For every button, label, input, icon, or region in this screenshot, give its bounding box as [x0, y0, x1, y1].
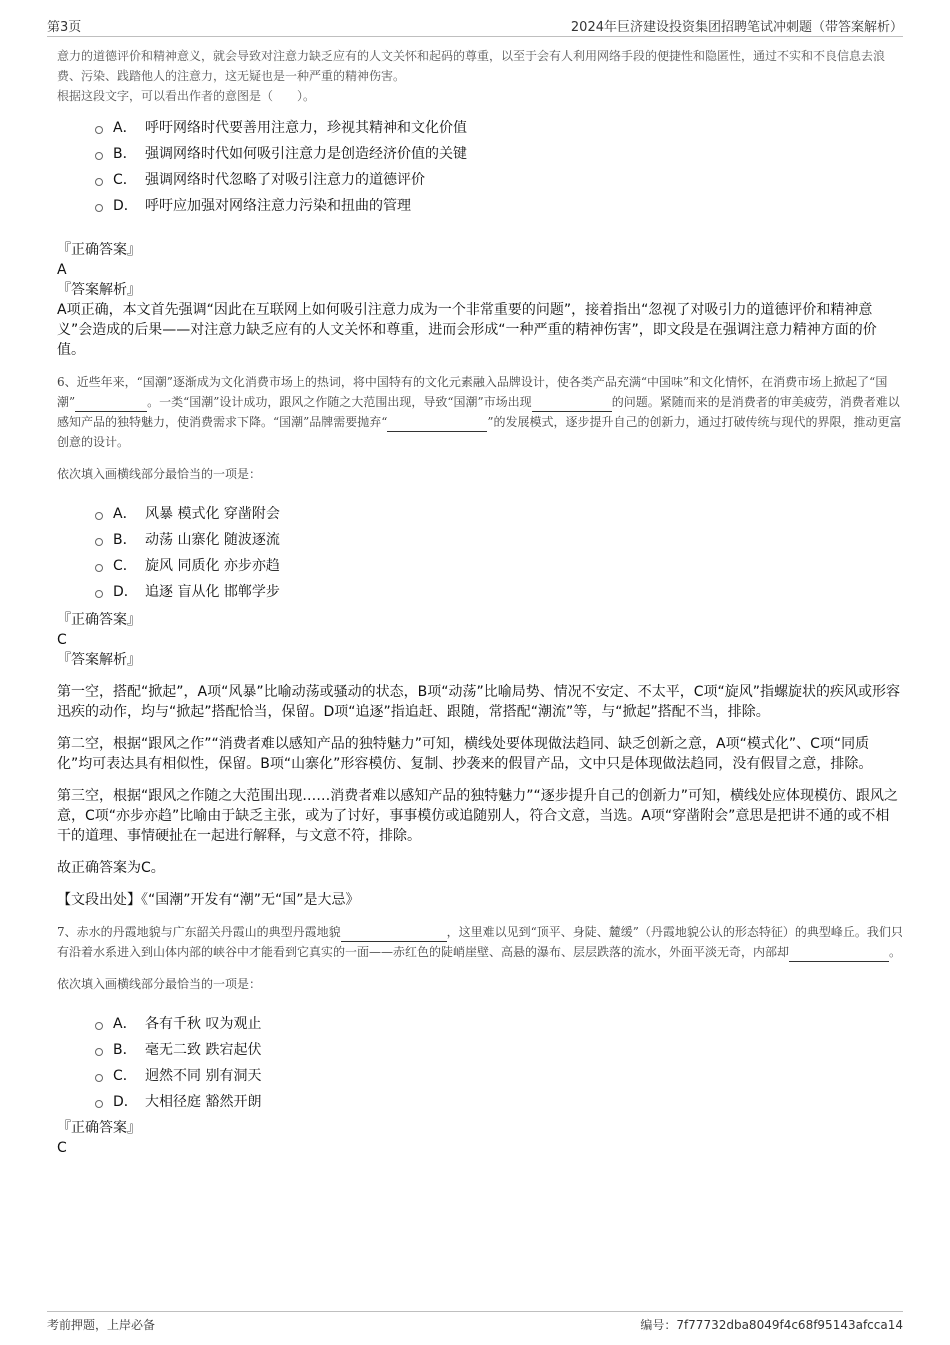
q7-answer: C [57, 1140, 67, 1156]
q7-option-c[interactable]: C． 迥然不同 别有洞天 [95, 1062, 903, 1088]
q5-option-b[interactable]: B． 强调网络时代如何吸引注意力是创造经济价值的关键 [95, 140, 903, 166]
document-body [57, 46, 903, 1158]
q5-option-d[interactable]: D． 呼吁应加强对网络注意力污染和扭曲的管理 [95, 192, 903, 218]
q6-option-b[interactable]: B． 动荡 山寨化 随波逐流 [95, 526, 903, 552]
radio-icon[interactable] [95, 590, 103, 598]
q6-conclusion: 故正确答案为C。 [57, 860, 165, 876]
q6-option-c[interactable]: C． 旋风 同质化 亦步亦趋 [95, 552, 903, 578]
question-6 [57, 372, 903, 910]
radio-icon[interactable] [95, 1074, 103, 1082]
footer-code: 编号：7f77732dba8049f4c68f95143afcca14 [640, 1318, 903, 1332]
q6-source: 【文段出处】《“国潮”开发有“潮”无“国”是大忌》 [57, 892, 360, 908]
page-number: 第3页 [47, 20, 82, 35]
q6-analysis-3: 第三空，根据“跟风之作随之大范围出现……消费者难以感知产品的独特魅力”“逐步提升自己的创新力”可知，横线处应体现模仿、跟风之意，C项“亦步亦趋”比喻由于缺乏主张，或为了讨好，事事模仿或追随别人，符合文意，当选。A项“穿凿附会”意思是把讲不通的或不相干的道理、事情硬扯在一起进行解释，与文意不符，排除。 [57, 788, 899, 844]
q5-question: 根据这段文字，可以看出作者的意图是（ ）。 [57, 89, 316, 103]
radio-icon[interactable] [95, 152, 103, 160]
page-header [47, 14, 903, 37]
q6-analysis-1: 第一空，搭配“掀起”，A项“风暴”比喻动荡或骚动的状态，B项“动荡”比喻局势、情况不安定、不太平，C项“旋风”指螺旋状的疾风或形容迅疾的动作，均与“掀起”搭配恰当，保留。D项“追逐”指追赶、跟随，常搭配“潮流”等，与“掀起”搭配不当，排除。 [57, 684, 900, 720]
q6-option-d[interactable]: D． 追逐 盲从化 邯郸学步 [95, 578, 903, 604]
q7-answer-label: 『正确答案』 [57, 1120, 141, 1136]
q5-option-a[interactable]: A． 呼吁网络时代要善用注意力，珍视其精神和文化价值 [95, 114, 903, 140]
radio-icon[interactable] [95, 1048, 103, 1056]
question-7 [57, 922, 903, 1158]
blank-line [789, 947, 889, 962]
blank-line [75, 397, 147, 412]
q5-passage: 意力的道德评价和精神意义，就会导致对注意力缺乏应有的人文关怀和起码的尊重，以至于会有人利用网络手段的便捷性和隐匿性，通过不实和不良信息去浪费、污染、践踏他人的注意力，这无疑也是一种严重的精神伤害。 [57, 49, 886, 83]
q5-options [95, 114, 903, 218]
radio-icon[interactable] [95, 1022, 103, 1030]
radio-icon[interactable] [95, 564, 103, 572]
q6-answer: C [57, 632, 67, 648]
radio-icon[interactable] [95, 538, 103, 546]
q6-option-a[interactable]: A． 风暴 模式化 穿凿附会 [95, 500, 903, 526]
q6-stem: 6、近些年来，“国潮”逐渐成为文化消费市场上的热词，将中国特有的文化元素融入品牌设计，使各类产品充满“中国味”和文化情怀，在消费市场上掀起了“国潮” 。一类“国潮”设计成功，跟风之作随之大范围出现，导致“国潮”市场出现 的问题。紧随而来的是消费者的审美疲劳，消费者难以感知产品的独特魅力，使消费需求下降。“国潮”品牌需要抛弃“ ”的发展模式，逐步提升自己的创新力，通过打破传统与现代的界限，推动更富创意的设计。 [57, 375, 902, 449]
q7-option-b[interactable]: B． 毫无二致 跌宕起伏 [95, 1036, 903, 1062]
q6-analysis-2: 第二空，根据“跟风之作”“消费者难以感知产品的独特魅力”可知，横线处要体现做法趋同、缺乏创新之意，A项“模式化”、C项“同质化”均可表达具有相似性，保留。B项“山寨化”形容模仿、复制、抄袭来的假冒产品，文中只是体现做法趋同，没有假冒之意，排除。 [57, 736, 873, 772]
q5-answer-label: 『正确答案』 [57, 242, 141, 258]
question-5 [57, 46, 903, 360]
q7-prompt: 依次填入画横线部分最恰当的一项是： [57, 977, 262, 991]
q7-option-d[interactable]: D． 大相径庭 豁然开朗 [95, 1088, 903, 1114]
radio-icon[interactable] [95, 126, 103, 134]
radio-icon[interactable] [95, 512, 103, 520]
radio-icon[interactable] [95, 1100, 103, 1108]
q6-options [95, 500, 903, 604]
blank-line [532, 397, 612, 412]
footer-slogan: 考前押题，上岸必备 [47, 1318, 156, 1332]
q5-answer: A [57, 262, 67, 278]
blank-line [387, 417, 487, 432]
q5-analysis-label: 『答案解析』 [57, 282, 141, 298]
q7-options [95, 1010, 903, 1114]
q6-answer-label: 『正确答案』 [57, 612, 141, 628]
q6-analysis-label: 『答案解析』 [57, 652, 141, 668]
q5-analysis: A项正确，本文首先强调“因此在互联网上如何吸引注意力成为一个非常重要的问题”，接着指出“忽视了对吸引力的道德评价和精神意义”会造成的后果——对注意力缺乏应有的人文关怀和尊重，进而会形成“一种严重的精神伤害”，即文段是在强调注意力精神方面的价值。 [57, 302, 877, 358]
q7-stem: 7、赤水的丹霞地貌与广东韶关丹霞山的典型丹霞地貌 ，这里难以见到“顶平、身陡、麓缓”（丹霞地貌公认的形态特征）的典型峰丘。我们只有沿着水系进入到山体内部的峡谷中才能看到它真实的一面——赤红色的陡峭崖壁、高悬的瀑布、层层跌落的流水，外面平淡无奇，内部却 。 [57, 922, 903, 962]
blank-line [341, 927, 447, 942]
q7-option-a[interactable]: A． 各有千秋 叹为观止 [95, 1010, 903, 1036]
radio-icon[interactable] [95, 204, 103, 212]
q5-option-c[interactable]: C． 强调网络时代忽略了对吸引注意力的道德评价 [95, 166, 903, 192]
q6-prompt: 依次填入画横线部分最恰当的一项是： [57, 467, 262, 481]
page-footer [47, 1311, 903, 1332]
document-title: 2024年巨济建设投资集团招聘笔试冲刺题（带答案解析） [570, 20, 903, 35]
radio-icon[interactable] [95, 178, 103, 186]
